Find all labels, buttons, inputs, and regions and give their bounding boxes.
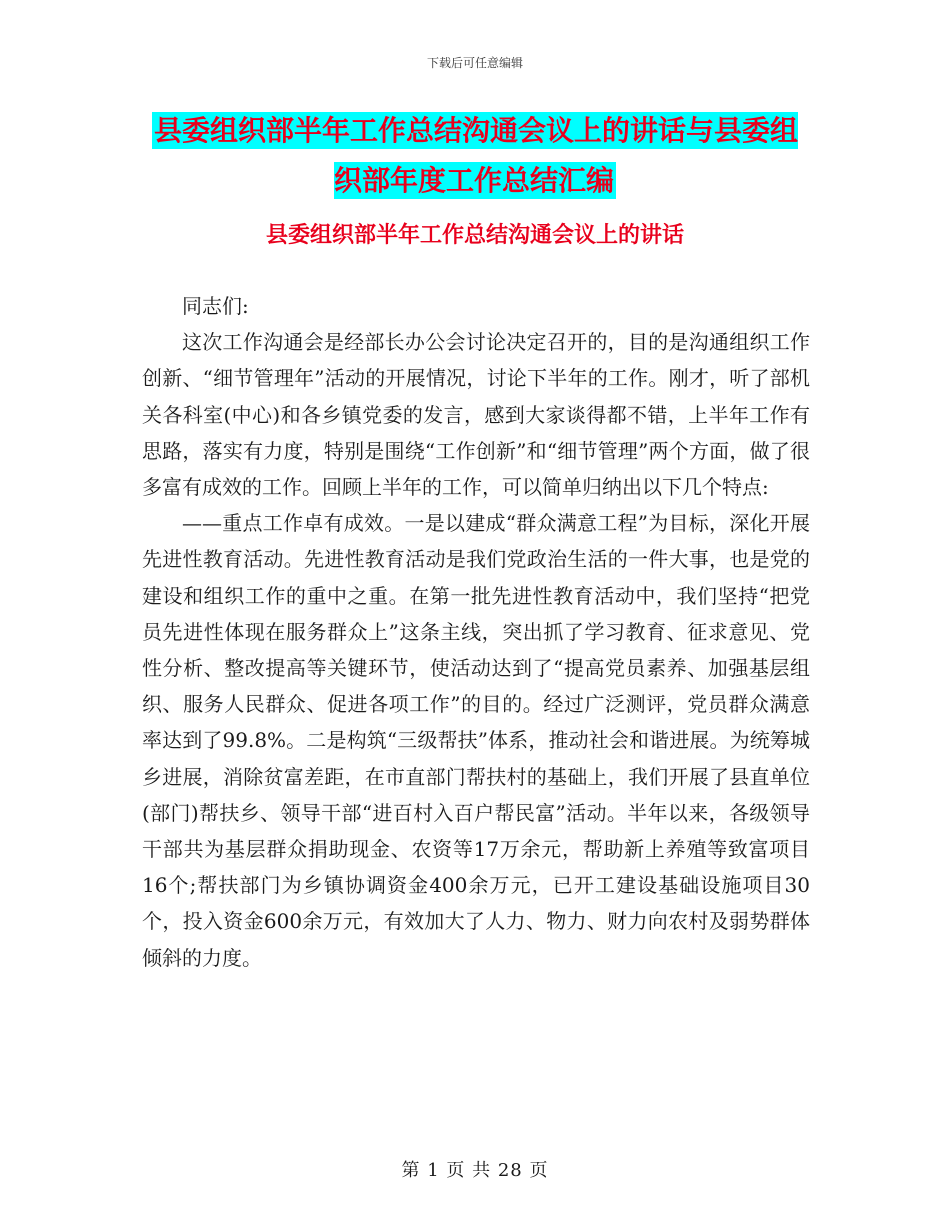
main-title <box>140 106 810 206</box>
body-paragraph: 这次工作沟通会是经部长办公会讨论决定召开的，目的是沟通组织工作创新、“细节管理年”活动的开展情况，讨论下半年的工作。刚才，听了部机关各科室(中心)和各乡镇党委的发言，感到大家谈得都不错，上半年工作有思路，落实有力度，特别是围绕“工作创新”和“细节管理”两个方面，做了很多富有成效的工作。回顾上半年的工作，可以简单归纳出以下几个特点: <box>142 330 810 500</box>
section-title: 县委组织部半年工作总结沟通会议上的讲话 <box>265 223 684 248</box>
salutation-paragraph: 同志们: <box>182 294 249 318</box>
header-note: 下载后可任意编辑 <box>426 56 523 70</box>
body-paragraph: ——重点工作卓有成效。一是以建成“群众满意工程”为目标，深化开展先进性教育活动。先进性教育活动是我们党政治生活的一件大事，也是党的建设和组织工作的重中之重。在第一批先进性教育活动中，我们坚持“把党员先进性体现在服务群众上”这条主线，突出抓了学习教育、征求意见、党性分析、整改提高等关键环节，使活动达到了“提高党员素养、加强基层组织、服务人民群众、促进各项工作”的目的。经过广泛测评，党员群众满意率达到了99.8%。二是构筑“三级帮扶”体系，推动社会和谐进展。为统筹城乡进展，消除贫富差距，在市直部门帮扶村的基础上，我们开展了县直单位(部门)帮扶乡、领导干部“进百村入百户帮民富”活动。半年以来，各级领导干部共为基层群众捐助现金、农资等17万余元，帮助新上养殖等致富项目16个;帮扶部门为乡镇协调资金400余万元，已开工建设基础设施项目30个，投入资金600余万元，有效加大了人力、物力、财力向农村及弱势群体倾斜的力度。 <box>142 511 810 970</box>
page-number-footer: 第 1 页 共 28 页 <box>401 1160 549 1181</box>
main-title-text: 县委组织部半年工作总结沟通会议上的讲话与县委组织部年度工作总结汇编 <box>153 114 798 197</box>
body-text <box>142 288 810 976</box>
